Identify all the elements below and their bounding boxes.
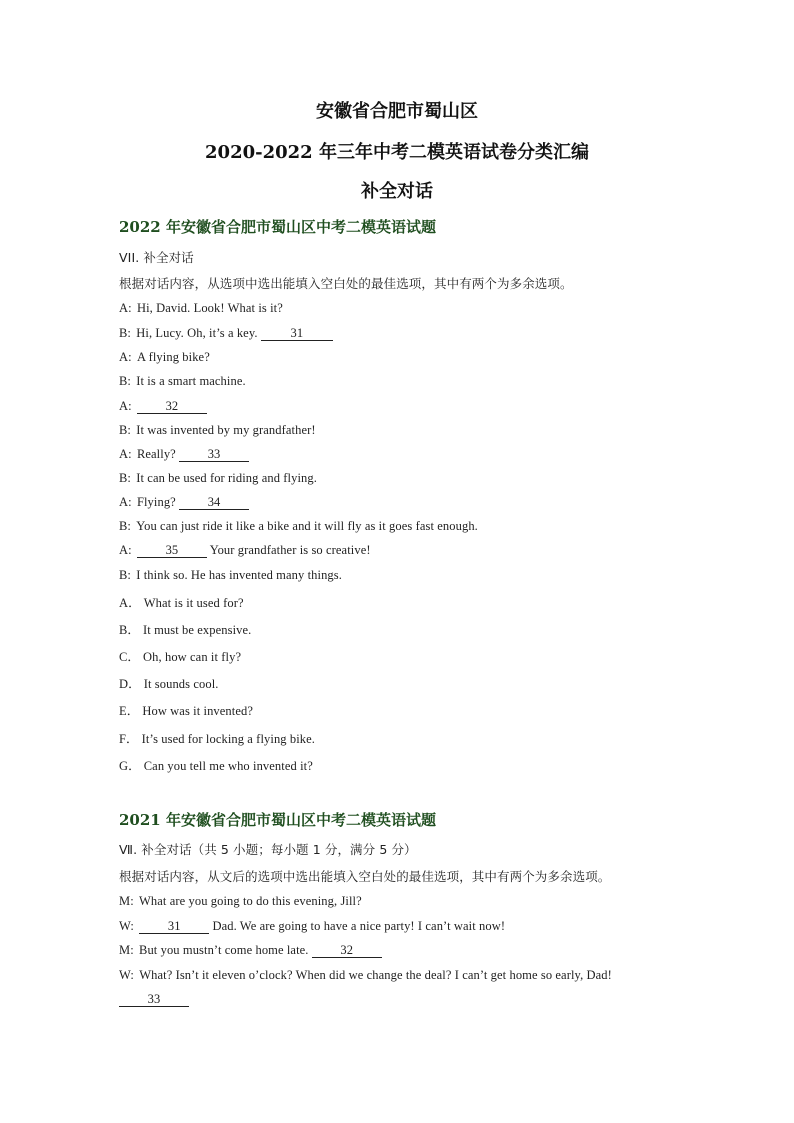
dialogue-text: What are you going to do this evening, Jill?: [139, 894, 362, 908]
speaker-label: B:: [119, 423, 135, 437]
option-text: What is it used for?: [143, 596, 244, 610]
dialogue-text: What? Isn’t it eleven o’clock? When did we change the deal? I can’t get home so early, Dad!: [139, 968, 612, 982]
option-text: Can you tell me who invented it?: [143, 759, 313, 773]
document-title-years: 2020-2022 年三年中考二模英语试卷分类汇编: [205, 142, 589, 163]
dialogue-line: [119, 968, 612, 983]
speaker-label: A:: [119, 495, 135, 509]
speaker-label: A:: [119, 447, 135, 461]
dialogue-text: Hi, David. Look! What is it?: [136, 301, 283, 315]
dialogue-text: It was invented by my grandfather!: [136, 423, 316, 437]
dialogue-line: [119, 568, 342, 583]
answer-blank: 33: [119, 993, 189, 1007]
answer-blank: 31: [261, 327, 333, 341]
answer-blank: 32: [137, 400, 207, 414]
dialogue-line: [119, 495, 249, 510]
speaker-label: A:: [119, 543, 135, 557]
dialogue-line: [119, 374, 246, 389]
option-item: [119, 647, 241, 665]
dialogue-text: A flying bike?: [136, 350, 210, 364]
dialogue-text: Really?: [136, 447, 180, 461]
option-text: It sounds cool.: [143, 677, 219, 691]
dialogue-line: [119, 326, 333, 341]
option-letter: D．: [119, 677, 141, 691]
option-text: Oh, how can it fly?: [143, 650, 242, 664]
speaker-label: M:: [119, 894, 138, 908]
dialogue-line: [119, 471, 317, 486]
speaker-label: A:: [119, 399, 135, 413]
dialogue-line: [119, 543, 371, 558]
option-item: [119, 593, 244, 611]
dialogue-text: It can be used for riding and flying.: [136, 471, 317, 485]
option-letter: B．: [119, 623, 141, 637]
option-letter: C．: [119, 650, 141, 664]
speaker-label: B:: [119, 326, 135, 340]
answer-blank: 32: [312, 944, 382, 958]
dialogue-line: [119, 399, 207, 414]
dialogue-line: [119, 519, 478, 534]
dialogue-text: But you mustn’t come home late.: [139, 943, 312, 957]
speaker-label: W:: [119, 968, 138, 982]
option-letter: F．: [119, 732, 139, 746]
option-item: [119, 701, 253, 719]
option-item: [119, 729, 315, 747]
dialogue-line: [119, 943, 382, 958]
dialogue-line: [119, 919, 505, 934]
speaker-label: B:: [119, 471, 135, 485]
dialogue-line: [119, 301, 283, 316]
speaker-label: A:: [119, 350, 135, 364]
dialogue-text: Hi, Lucy. Oh, it’s a key.: [136, 326, 261, 340]
dialogue-text: It is a smart machine.: [136, 374, 246, 388]
document-title-region: 安徽省合肥市蜀山区: [316, 101, 478, 122]
instruction-2021: 根据对话内容，从文后的选项中选出能填入空白处的最佳选项，其中有两个为多余选项。: [119, 869, 611, 884]
dialogue-line: [119, 447, 249, 462]
option-item: [119, 756, 313, 774]
speaker-label: M:: [119, 943, 138, 957]
dialogue-line: [119, 992, 189, 1007]
dialogue-line: [119, 894, 362, 909]
option-item: [119, 620, 251, 638]
dialogue-text: You can just ride it like a bike and it will fly as it goes fast enough.: [136, 519, 478, 533]
speaker-label: B:: [119, 519, 135, 533]
answer-blank: 34: [179, 496, 249, 510]
speaker-label: A:: [119, 301, 135, 315]
dialogue-text: Your grandfather is so creative!: [206, 543, 371, 557]
section-heading-2021: 2021 年安徽省合肥市蜀山区中考二模英语试题: [119, 811, 436, 829]
option-text: It’s used for locking a flying bike.: [141, 732, 316, 746]
answer-blank: 33: [179, 448, 249, 462]
dialogue-text: Flying?: [136, 495, 180, 509]
dialogue-text: I think so. He has invented many things.: [136, 568, 342, 582]
speaker-label: W:: [119, 919, 138, 933]
option-letter: G．: [119, 759, 141, 773]
option-text: It must be expensive.: [143, 623, 252, 637]
answer-blank: 31: [139, 920, 209, 934]
option-letter: E．: [119, 704, 140, 718]
part-label-2022: VII. 补全对话: [119, 250, 194, 265]
dialogue-line: [119, 423, 316, 438]
option-letter: A．: [119, 596, 141, 610]
answer-blank: 35: [137, 544, 207, 558]
speaker-label: B:: [119, 374, 135, 388]
dialogue-text: Dad. We are going to have a nice party! I can’t wait now!: [209, 919, 506, 933]
speaker-label: B:: [119, 568, 135, 582]
part-label-2021: Ⅶ. 补全对话（共 5 小题；每小题 1 分，满分 5 分）: [119, 842, 417, 857]
instruction-2022: 根据对话内容，从选项中选出能填入空白处的最佳选项，其中有两个为多余选项。: [119, 276, 573, 291]
option-text: How was it invented?: [142, 704, 253, 718]
dialogue-line: [119, 350, 210, 365]
section-heading-2022: 2022 年安徽省合肥市蜀山区中考二模英语试题: [119, 218, 436, 236]
option-item: [119, 674, 219, 692]
document-title-topic: 补全对话: [361, 181, 433, 202]
